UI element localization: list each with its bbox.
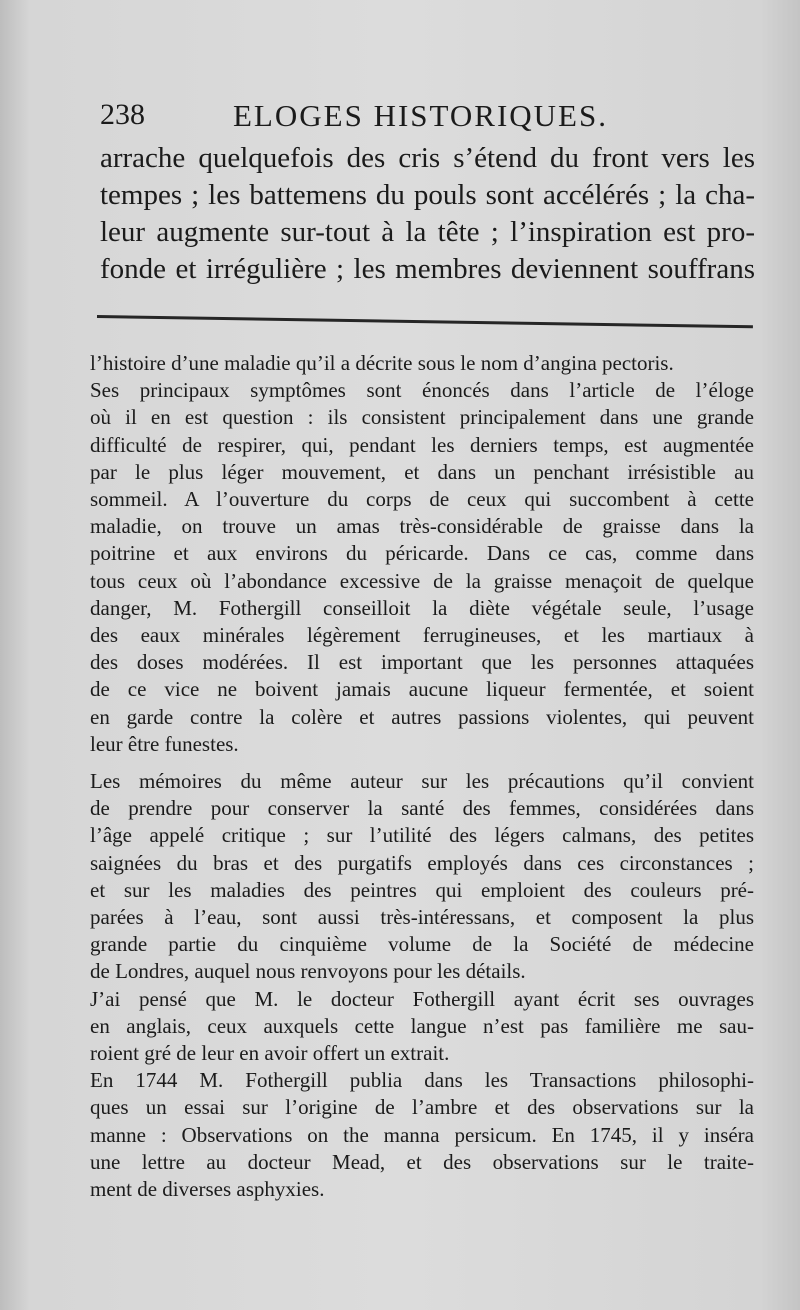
footnote-line: des doses modérées. Il est important que les personnes attaquées — [90, 650, 754, 675]
footnote-line: en garde contre la colère et autres passions violentes, qui peuvent — [90, 704, 754, 729]
main-text-line: leur augmente sur-tout à la tête ; l’inspiration est pro- — [100, 216, 755, 248]
footnote-line: leur être funestes. — [90, 731, 239, 756]
footnote-line: ment de diverses asphyxies. — [90, 1177, 325, 1202]
footnote-line: En 1744 M. Fothergill publia dans les Transactions philosophi- — [90, 1068, 754, 1093]
footnote-text — [90, 350, 754, 1203]
footnote-line: par le plus léger mouvement, et dans un penchant irrésistible au — [90, 459, 754, 484]
page-header — [100, 96, 760, 140]
running-title: ELOGES HISTORIQUES. — [233, 98, 608, 133]
footnote-line: maladie, on trouve un amas très-considérable de graisse dans la — [90, 514, 754, 539]
footnote-line: l’âge appelé critique ; sur l’utilité des légers calmans, des petites — [90, 823, 754, 848]
footnote-line: l’histoire d’une maladie qu’il a décrite sous le nom d’angina pectoris. — [90, 351, 674, 375]
footnote-line: ques un essai sur l’origine de l’ambre et des observations sur la — [90, 1095, 754, 1120]
page-number: 238 — [100, 98, 145, 131]
footnote-line: de prendre pour conserver la santé des femmes, considérées dans — [90, 796, 754, 821]
footnote-line: tous ceux où l’abondance excessive de la graisse menaçoit de quelque — [90, 568, 754, 593]
footnote-line: poitrine et aux environs du péricarde. Dans ce cas, comme dans — [90, 541, 754, 566]
footnote-line: une lettre au docteur Mead, et des observations sur le traite- — [90, 1149, 754, 1174]
footnote-line: et sur les maladies des peintres qui emploient des couleurs pré- — [90, 877, 754, 902]
footnote-line: de ce vice ne boivent jamais aucune liqueur fermentée, et soient — [90, 677, 754, 702]
footnote-line: Les mémoires du même auteur sur les précautions qu’il convient — [90, 769, 754, 794]
footnote-line: parées à l’eau, sont aussi très-intéressans, et composent la plus — [90, 905, 754, 930]
footnote-line: où il en est question : ils consistent principalement dans une grande — [90, 405, 754, 430]
footnote-line: sommeil. A l’ouverture du corps de ceux qui succombent à cette — [90, 487, 754, 512]
footnote-line: J’ai pensé que M. le docteur Fothergill ayant écrit ses ouvrages — [90, 986, 754, 1011]
footnote-line: des eaux minérales légèrement ferrugineuses, et les martiaux à — [90, 623, 754, 648]
footnote-line: difficulté de respirer, qui, pendant les derniers temps, est augmentée — [90, 432, 754, 457]
footnote-line: en anglais, ceux auxquels cette langue n’est pas familière me sau- — [90, 1013, 754, 1038]
main-text — [100, 140, 755, 288]
main-text-line: tempes ; les battemens du pouls sont accélérés ; la cha- — [100, 179, 755, 211]
footnote-line: danger, M. Fothergill conseilloit la diète végétale seule, l’usage — [90, 595, 754, 620]
footnote-separator-rule — [97, 315, 753, 328]
footnote-line: de Londres, auquel nous renvoyons pour les détails. — [90, 959, 526, 984]
footnote-line: grande partie du cinquième volume de la Société de médecine — [90, 932, 754, 957]
footnote-line: saignées du bras et des purgatifs employés dans ces circonstances ; — [90, 850, 754, 875]
main-text-line: arrache quelquefois des cris s’étend du front vers les — [100, 142, 755, 174]
footnote-line: Ses principaux symptômes sont énoncés dans l’article de l’éloge — [90, 378, 754, 403]
footnote-line: manne : Observations on the manna persicum. En 1745, il y inséra — [90, 1122, 754, 1147]
main-text-line: fonde et irrégulière ; les membres deviennent souffrans — [100, 253, 755, 285]
footnote-line: roient gré de leur en avoir offert un extrait. — [90, 1041, 450, 1066]
